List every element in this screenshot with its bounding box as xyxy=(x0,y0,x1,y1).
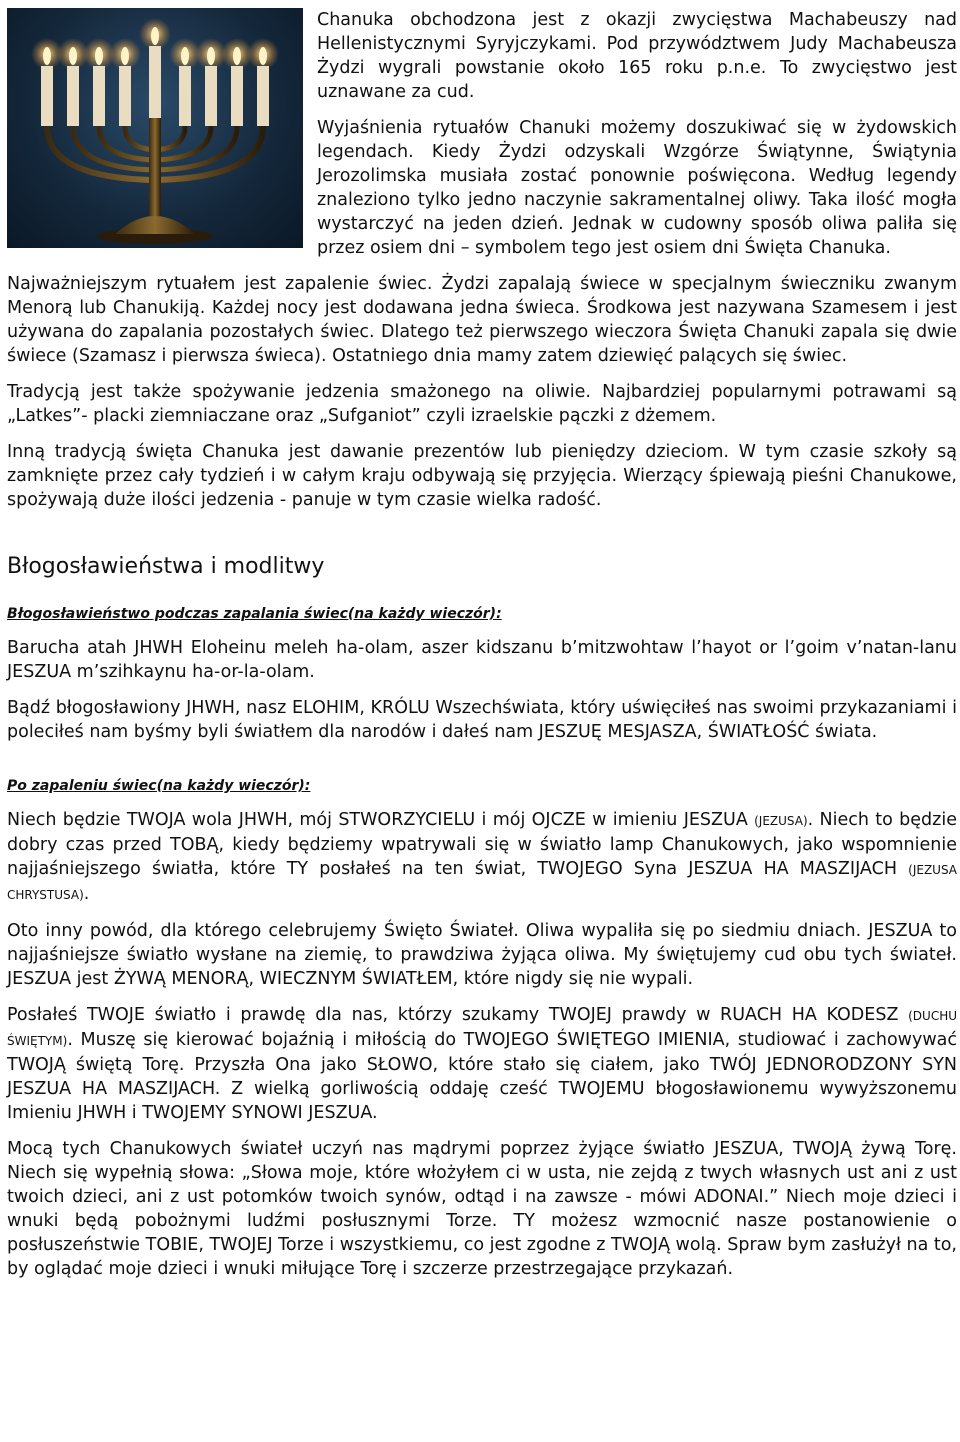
small-note: (JEZUSA CHRYSTUSA) xyxy=(7,863,957,902)
intro-paragraph: Tradycją jest także spożywanie jedzenia smażonego na oliwie. Najbardziej popularnymi potrawami są „Latkes”- placki ziemniaczane oraz „Sufganiot” czyli izraelskie pączki z dżemem. xyxy=(7,382,957,426)
document-page xyxy=(7,8,957,1293)
after-heading: Po zapaleniu świec(na każdy wieczór): xyxy=(7,778,311,794)
flame xyxy=(121,47,129,65)
text-span: Posłałeś TWOJE światło i prawdę dla nas, którzy szukamy TWOJEJ prawdy w RUACH HA KODESZ xyxy=(7,1005,909,1025)
candle xyxy=(41,66,53,126)
candle xyxy=(67,66,79,126)
section-title: Błogosławieństwa i modlitwy xyxy=(7,554,325,579)
flame xyxy=(69,47,77,65)
text-span: Niech będzie TWOJA wola JHWH, mój STWORZYCIELU i mój OJCZE w imieniu JESZUA xyxy=(7,810,755,830)
intro-paragraph: Najważniejszym rytuałem jest zapalenie świec. Żydzi zapalają świece w specjalnym świeczniku zwanym Menorą lub Chanukiją. Każdej nocy jest dodawana jedna świeca. Środkowa jest nazywana Szamesem i jest używana do zapalania pozostałych świec. Dlatego też pierwszego wieczora Święta Chanuki zapala się dwie świece (Szamasz i pierwsza świeca). Ostatniego dnia mamy zatem dziewięć palących się świec. xyxy=(7,274,957,366)
candle xyxy=(119,66,131,126)
menorah-icon xyxy=(7,8,303,248)
candle xyxy=(93,66,105,126)
menorah-image xyxy=(7,8,303,248)
candle xyxy=(231,66,243,126)
candle xyxy=(205,66,217,126)
intro-paragraph: Wyjaśnienia rytuałów Chanuki możemy doszukiwać się w żydowskich legendach. Kiedy Żydzi odzyskali Wzgórze Świątynne, Świątynia Jerozolimska musiała zostać ponownie poświęcona. Według legendy znaleziono tylko jedno naczynie sakramentalnej oliwy. Taka ilość mogła wystarczyć na jeden dzień. Jednak w cudowny sposób oliwa paliła się przez osiem dni – symbolem tego jest osiem dni Święta Chanuka. xyxy=(317,118,957,258)
after-paragraph-4: Mocą tych Chanukowych świateł uczyń nas mądrymi poprzez żyjące światło JESZUA, TWOJĄ żywą Torę. Niech się wypełnią słowa: „Słowa moje, które włożyłem ci w usta, nie zejdą z twych własnych ust ani z ust twoich dzieci, ani z ust potomków twoich synów, odtąd i na zawsze - mówi ADONAI.” Niech moje dzieci i wnuki będą pobożnymi ludźmi posłusznymi Torze. TY możesz wzmocnić nasze postanowienie o posłuszeństwie TOBIE, TWOJEJ Torze i wszystkiemu, co jest zgodne z TWOJĄ wolą. Spraw bym zasłużył na to, by oglądać moje dzieci i wnuki miłujące Torę i szczerze przestrzegające przykazań. xyxy=(7,1139,957,1279)
small-note: (DUCHU ŚWIĘTYM) xyxy=(7,1009,957,1048)
text-span: . xyxy=(83,884,90,904)
flame xyxy=(43,47,51,65)
after-paragraph-1 xyxy=(7,808,957,907)
flame xyxy=(95,47,103,65)
flame xyxy=(233,47,241,65)
blessing-heading: Błogosławieństwo podczas zapalania świec(na każdy wieczór): xyxy=(7,606,502,622)
intro-paragraph: Inną tradycją święta Chanuka jest dawanie prezentów lub pieniędzy dzieciom. W tym czasie szkoły są zamknięte przez cały tydzień i w całym kraju odbywają się przyjęcia. Wierzący śpiewają pieśni Chanukowe, spożywają duże ilości jedzenia - panuje w tym czasie wielka radość. xyxy=(7,442,957,510)
text-span: . Muszę się kierować bojaźnią i miłością do TWOJEGO ŚWIĘTEGO IMIENIA, studiować i zachowywać TWOJĄ świętą Torę. Przyszła Ona jako SŁOWO, które stało się ciałem, jako TWÓJ JEDNORODZONY SYN JESZUA HA MASZIJACH. Z wielką gorliwością oddaję cześć TWOJEMU błogosławionemu wywyższonemu Imieniu JHWH i TWOJEMY SYNOWI JESZUA. xyxy=(7,1030,957,1123)
flame xyxy=(259,47,267,65)
blessing-hebrew: Barucha atah JHWH Eloheinu meleh ha-olam, aszer kidszanu b’mitzwohtaw l’hayot or l’goim v’natan-lanu JESZUA m’szihkaynu ha-or-la-olam. xyxy=(7,638,957,682)
candle xyxy=(257,66,269,126)
candle xyxy=(179,66,191,126)
flame xyxy=(207,47,215,65)
intro-paragraph: Chanuka obchodzona jest z okazji zwycięstwa Machabeuszy nad Hellenistycznymi Syryjczykami. Pod przywództwem Judy Machabeusza Żydzi wygrali powstanie około 165 roku p.n.e. To zwycięstwo jest uznawane za cud. xyxy=(317,10,957,102)
text-span: . Niech to będzie dobry czas przed TOBĄ, kiedy będziemy wpatrywali się w światło lamp Chanukowych, jako wspomnienie najjaśniejszego światła, które TY posłałeś na ten świat, TWOJEGO Syna JESZUA HA MASZIJACH xyxy=(7,810,957,879)
flame xyxy=(151,27,159,45)
after-paragraph-2: Oto inny powód, dla którego celebrujemy Święto Świateł. Oliwa wypaliła się po siedmiu dniach. JESZUA to najjaśniejsze światło wysłane na ziemię, to prawdziwa żyjąca oliwa. My świętujemy cud obu tych świateł. JESZUA jest ŻYWĄ MENORĄ, WIECZNYM ŚWIATŁEM, które nigdy się nie wypali. xyxy=(7,921,957,989)
small-note: (JEZUSA) xyxy=(754,814,808,828)
blessing-polish: Bądź błogosławiony JHWH, nasz ELOHIM, KRÓLU Wszechświata, który uświęciłeś nas swoimi przykazaniami i poleciłeś nam byśmy byli światłem dla narodów i dałeś nam JESZUĘ MESJASZA, ŚWIATŁOŚĆ świata. xyxy=(7,698,957,742)
flame xyxy=(181,47,189,65)
candle xyxy=(149,46,161,126)
after-paragraph-3 xyxy=(7,1003,957,1125)
